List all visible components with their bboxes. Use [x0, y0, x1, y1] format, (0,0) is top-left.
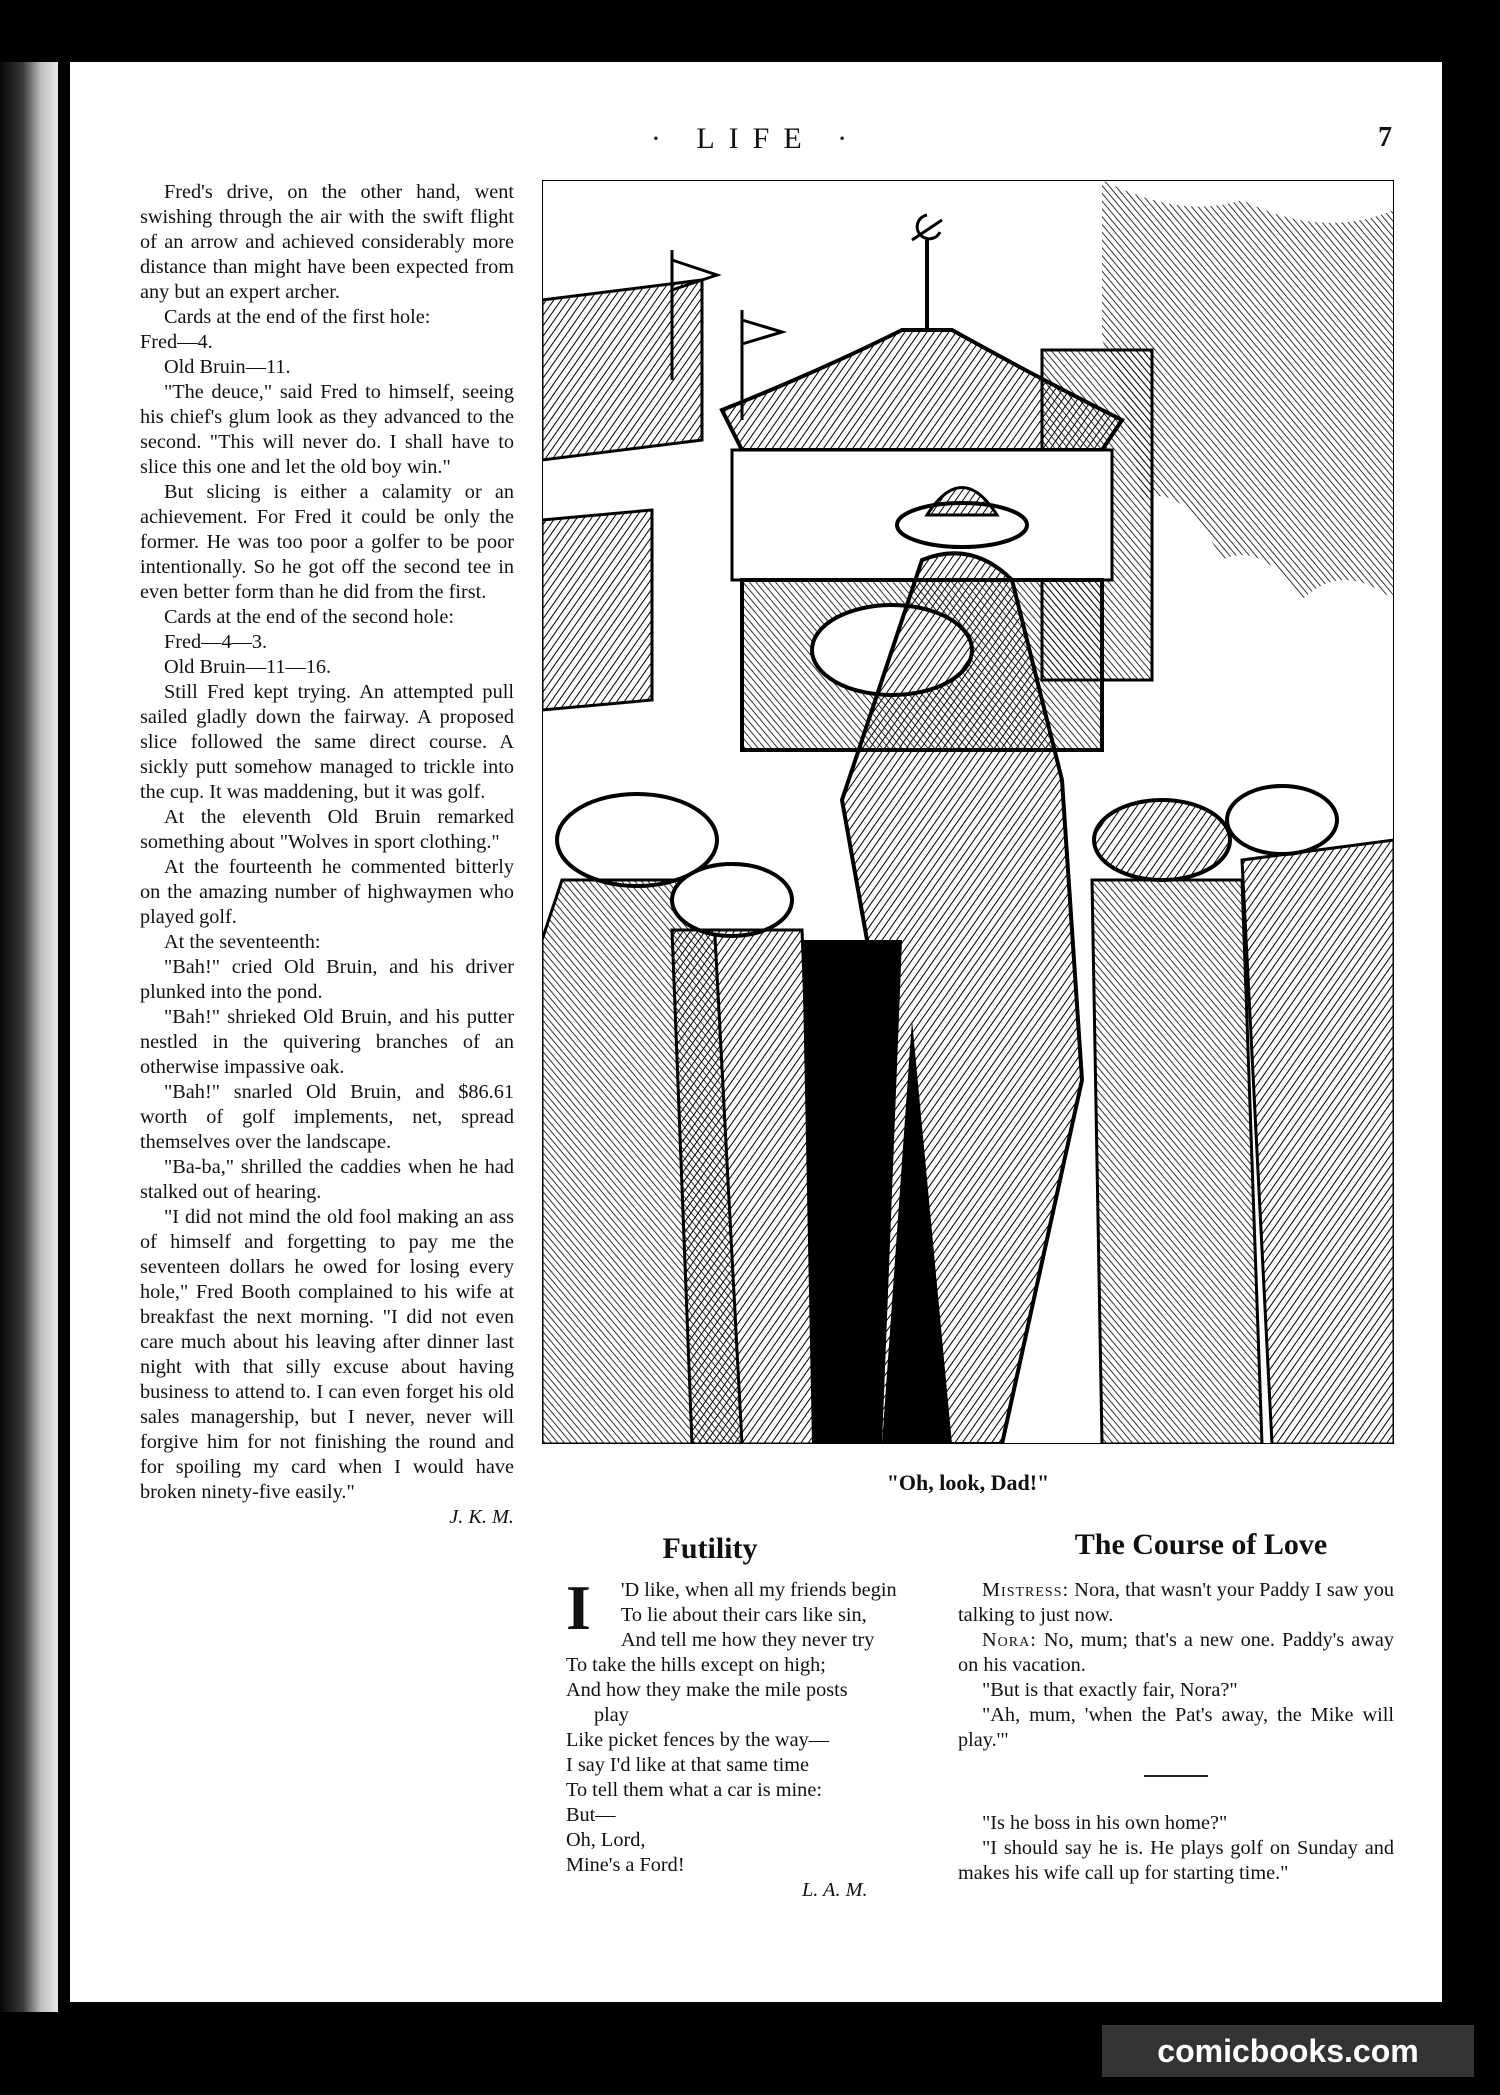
- poem-line: I say I'd like at that same time: [566, 1754, 810, 1776]
- dialogue-paragraph: [958, 1628, 1394, 1678]
- dialogue-paragraph: "Is he boss in his own home?": [982, 1812, 1228, 1834]
- poem-line: To tell them what a car is mine:: [566, 1779, 822, 1801]
- child-hat: [672, 864, 792, 936]
- poem-line: And tell me how they never try: [620, 1629, 875, 1651]
- story-paragraph: Still Fred kept trying. An attempted pull sailed gladly down the fairway. A proposed slice followed the same direct course. A sickly putt somehow managed to trickle into the cup. It was maddening, but it was golf.: [140, 681, 514, 803]
- page-header: [70, 122, 1442, 162]
- score-line: Old Bruin—11.: [164, 356, 291, 378]
- story-paragraph: At the seventeenth:: [164, 931, 321, 953]
- story-paragraph: At the fourteenth he commented bitterly on the amazing number of highwaymen who played golf.: [140, 856, 514, 928]
- book-spine: [0, 62, 58, 2012]
- child-hat: [1227, 786, 1337, 854]
- poem-title: Futility: [662, 1532, 758, 1565]
- illustration-caption: "Oh, look, Dad!": [886, 1470, 1050, 1495]
- building-window: [542, 280, 702, 460]
- score-line: Old Bruin—11—16.: [164, 656, 332, 678]
- story-paragraph: Cards at the end of the first hole:: [164, 306, 431, 328]
- child-figure: [1092, 880, 1262, 1444]
- dialogue-paragraph: "I should say he is. He plays golf on Sunday and makes his wife call up for starting time.": [958, 1837, 1394, 1884]
- poem-line: Like picket fences by the way—: [566, 1729, 829, 1751]
- child-plaid-hat: [1094, 800, 1230, 880]
- dialogue-paragraph: "But is that exactly fair, Nora?": [982, 1679, 1238, 1701]
- story-paragraph: "Bah!" snarled Old Bruin, and $86.61 worth of golf implements, net, spread themselves over the landscape.: [140, 1081, 514, 1153]
- magazine-page: [70, 62, 1442, 2002]
- story-paragraph: "Ba-ba," shrilled the caddies when he had stalked out of hearing.: [140, 1156, 514, 1203]
- dialogue-text: Nora, that wasn't your Paddy I saw you talking to just now.: [958, 1579, 1394, 1626]
- speaker-label: Mistress:: [982, 1579, 1070, 1601]
- story-paragraph: Fred's drive, on the other hand, went swishing through the air with the swift flight of an arrow and achieved considerably more distance than might have been expected from any but an expert archer.: [140, 181, 514, 303]
- poem-line: 'D like, when all my friends begin: [620, 1579, 897, 1601]
- dialogue-paragraph: "Ah, mum, 'when the Pat's away, the Mike will play.'": [958, 1704, 1394, 1751]
- dialogue-text: No, mum; that's a new one. Paddy's away on his vacation.: [958, 1629, 1394, 1676]
- poem-line: And how they make the mile posts: [566, 1679, 848, 1701]
- course-of-love-column: [958, 1578, 1394, 1886]
- drop-cap: I: [566, 1572, 591, 1643]
- story-paragraph: Cards at the end of the second hole:: [164, 606, 455, 628]
- poem-line: To lie about their cars like sin,: [620, 1604, 867, 1626]
- story-paragraph: "Bah!" shrieked Old Bruin, and his putter nestled in the quivering branches of an otherwise impassive oak.: [140, 1006, 514, 1078]
- magazine-title: · LIFE ·: [650, 122, 862, 155]
- story-paragraph: "The deuce," said Fred to himself, seeing his chief's glum look as they advanced to the second. "This will never do. I shall have to slice this one and let the old boy win.": [140, 381, 514, 478]
- score-line: Fred—4—3.: [164, 631, 268, 653]
- story-signature: J. K. M.: [449, 1506, 514, 1528]
- poem-line: Oh, Lord,: [566, 1829, 646, 1851]
- score-line: Fred—4.: [140, 331, 213, 353]
- poem-line: To take the hills except on high;: [566, 1654, 826, 1676]
- speaker-label: Nora:: [982, 1629, 1037, 1651]
- story-paragraph: At the eleventh Old Bruin remarked something about "Wolves in sport clothing.": [140, 806, 514, 853]
- poem-line: But—: [566, 1804, 616, 1826]
- site-watermark: comicbooks.com: [1102, 2025, 1474, 2077]
- story-paragraph: "I did not mind the old fool making an ass of himself and forgetting to pay me the seventeen dollars he owed for losing every hole," Fred Booth complained to his wife at breakfast the next morning. "I did not even care much about his leaving after dinner last night with that silly excuse about having business to attend to. I can even forget his old sales managership, but I never, never will forgive him for not finishing the round and for spoiling my card when I would have broken ninety-five easily.": [140, 1206, 514, 1503]
- child-figure: [672, 930, 822, 1444]
- poem-line: play: [594, 1704, 629, 1726]
- page-number: 7: [1378, 122, 1392, 153]
- building-door: [542, 510, 652, 710]
- story-column: [140, 180, 514, 1530]
- story-paragraph: But slicing is either a calamity or an achievement. For Fred it could be only the former. He was too poor a golfer to be poor intentionally. So he got off the second tee in even better form than he did from the first.: [140, 481, 514, 603]
- poem-signature: L. A. M.: [802, 1879, 868, 1901]
- crowd-illustration: [542, 180, 1394, 1444]
- story-paragraph: "Bah!" cried Old Bruin, and his driver plunked into the pond.: [140, 956, 514, 1003]
- poem-futility: [542, 1572, 960, 1903]
- dialogue-paragraph: [958, 1578, 1394, 1628]
- section-divider: [1144, 1775, 1208, 1777]
- article-title: The Course of Love: [1074, 1528, 1328, 1561]
- poem-line: Mine's a Ford!: [566, 1854, 685, 1876]
